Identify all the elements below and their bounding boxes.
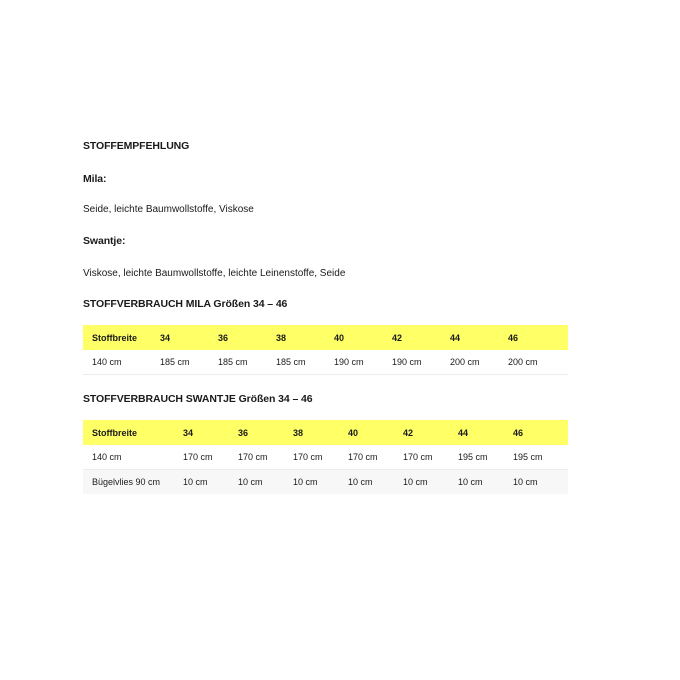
column-header: 42 [403, 420, 458, 445]
content [83, 140, 568, 494]
column-header: 46 [513, 420, 568, 445]
table-cell: 195 cm [458, 445, 513, 470]
swantje-fabrics: Viskose, leichte Baumwollstoffe, leichte Leinenstoffe, Seide [83, 268, 346, 279]
table-cell: 10 cm [513, 470, 568, 495]
column-header: 44 [458, 420, 513, 445]
table-cell: 170 cm [183, 445, 238, 470]
table-cell: 170 cm [403, 445, 458, 470]
table-cell: 185 cm [276, 350, 334, 375]
column-header: 40 [348, 420, 403, 445]
table-cell: 200 cm [508, 350, 568, 375]
table-cell: 140 cm [83, 350, 160, 375]
swantje-table-title: STOFFVERBRAUCH SWANTJE Größen 34 – 46 [83, 393, 313, 405]
column-header: Stoffbreite [83, 325, 160, 350]
column-header: 38 [293, 420, 348, 445]
table-cell: 185 cm [218, 350, 276, 375]
table-cell: 10 cm [348, 470, 403, 495]
table-cell: 170 cm [293, 445, 348, 470]
column-header: 34 [183, 420, 238, 445]
table-cell: 195 cm [513, 445, 568, 470]
column-header: 40 [334, 325, 392, 350]
table-cell: Bügelvlies 90 cm [83, 470, 183, 495]
table-cell: 170 cm [238, 445, 293, 470]
mila-label: Mila: [83, 173, 107, 185]
mila-fabric-table [83, 325, 568, 375]
table-cell: 200 cm [450, 350, 508, 375]
table-cell: 10 cm [293, 470, 348, 495]
column-header: 34 [160, 325, 218, 350]
table-cell: 140 cm [83, 445, 183, 470]
table-cell: 190 cm [392, 350, 450, 375]
column-header: Stoffbreite [83, 420, 183, 445]
table-cell: 10 cm [238, 470, 293, 495]
table-row [83, 470, 568, 495]
mila-table-title: STOFFVERBRAUCH MILA Größen 34 – 46 [83, 298, 288, 310]
table-row [83, 350, 568, 375]
table-row [83, 445, 568, 470]
column-header: 36 [218, 325, 276, 350]
section-title: STOFFEMPFEHLUNG [83, 140, 190, 152]
table-cell: 10 cm [458, 470, 513, 495]
table-header-row [83, 420, 568, 445]
table-cell: 170 cm [348, 445, 403, 470]
column-header: 36 [238, 420, 293, 445]
column-header: 42 [392, 325, 450, 350]
column-header: 46 [508, 325, 568, 350]
column-header: 38 [276, 325, 334, 350]
column-header: 44 [450, 325, 508, 350]
mila-fabrics: Seide, leichte Baumwollstoffe, Viskose [83, 204, 254, 215]
table-cell: 190 cm [334, 350, 392, 375]
table-cell: 10 cm [183, 470, 238, 495]
table-cell: 10 cm [403, 470, 458, 495]
swantje-fabric-table [83, 420, 568, 494]
table-cell: 185 cm [160, 350, 218, 375]
table-header-row [83, 325, 568, 350]
swantje-label: Swantje: [83, 235, 126, 247]
